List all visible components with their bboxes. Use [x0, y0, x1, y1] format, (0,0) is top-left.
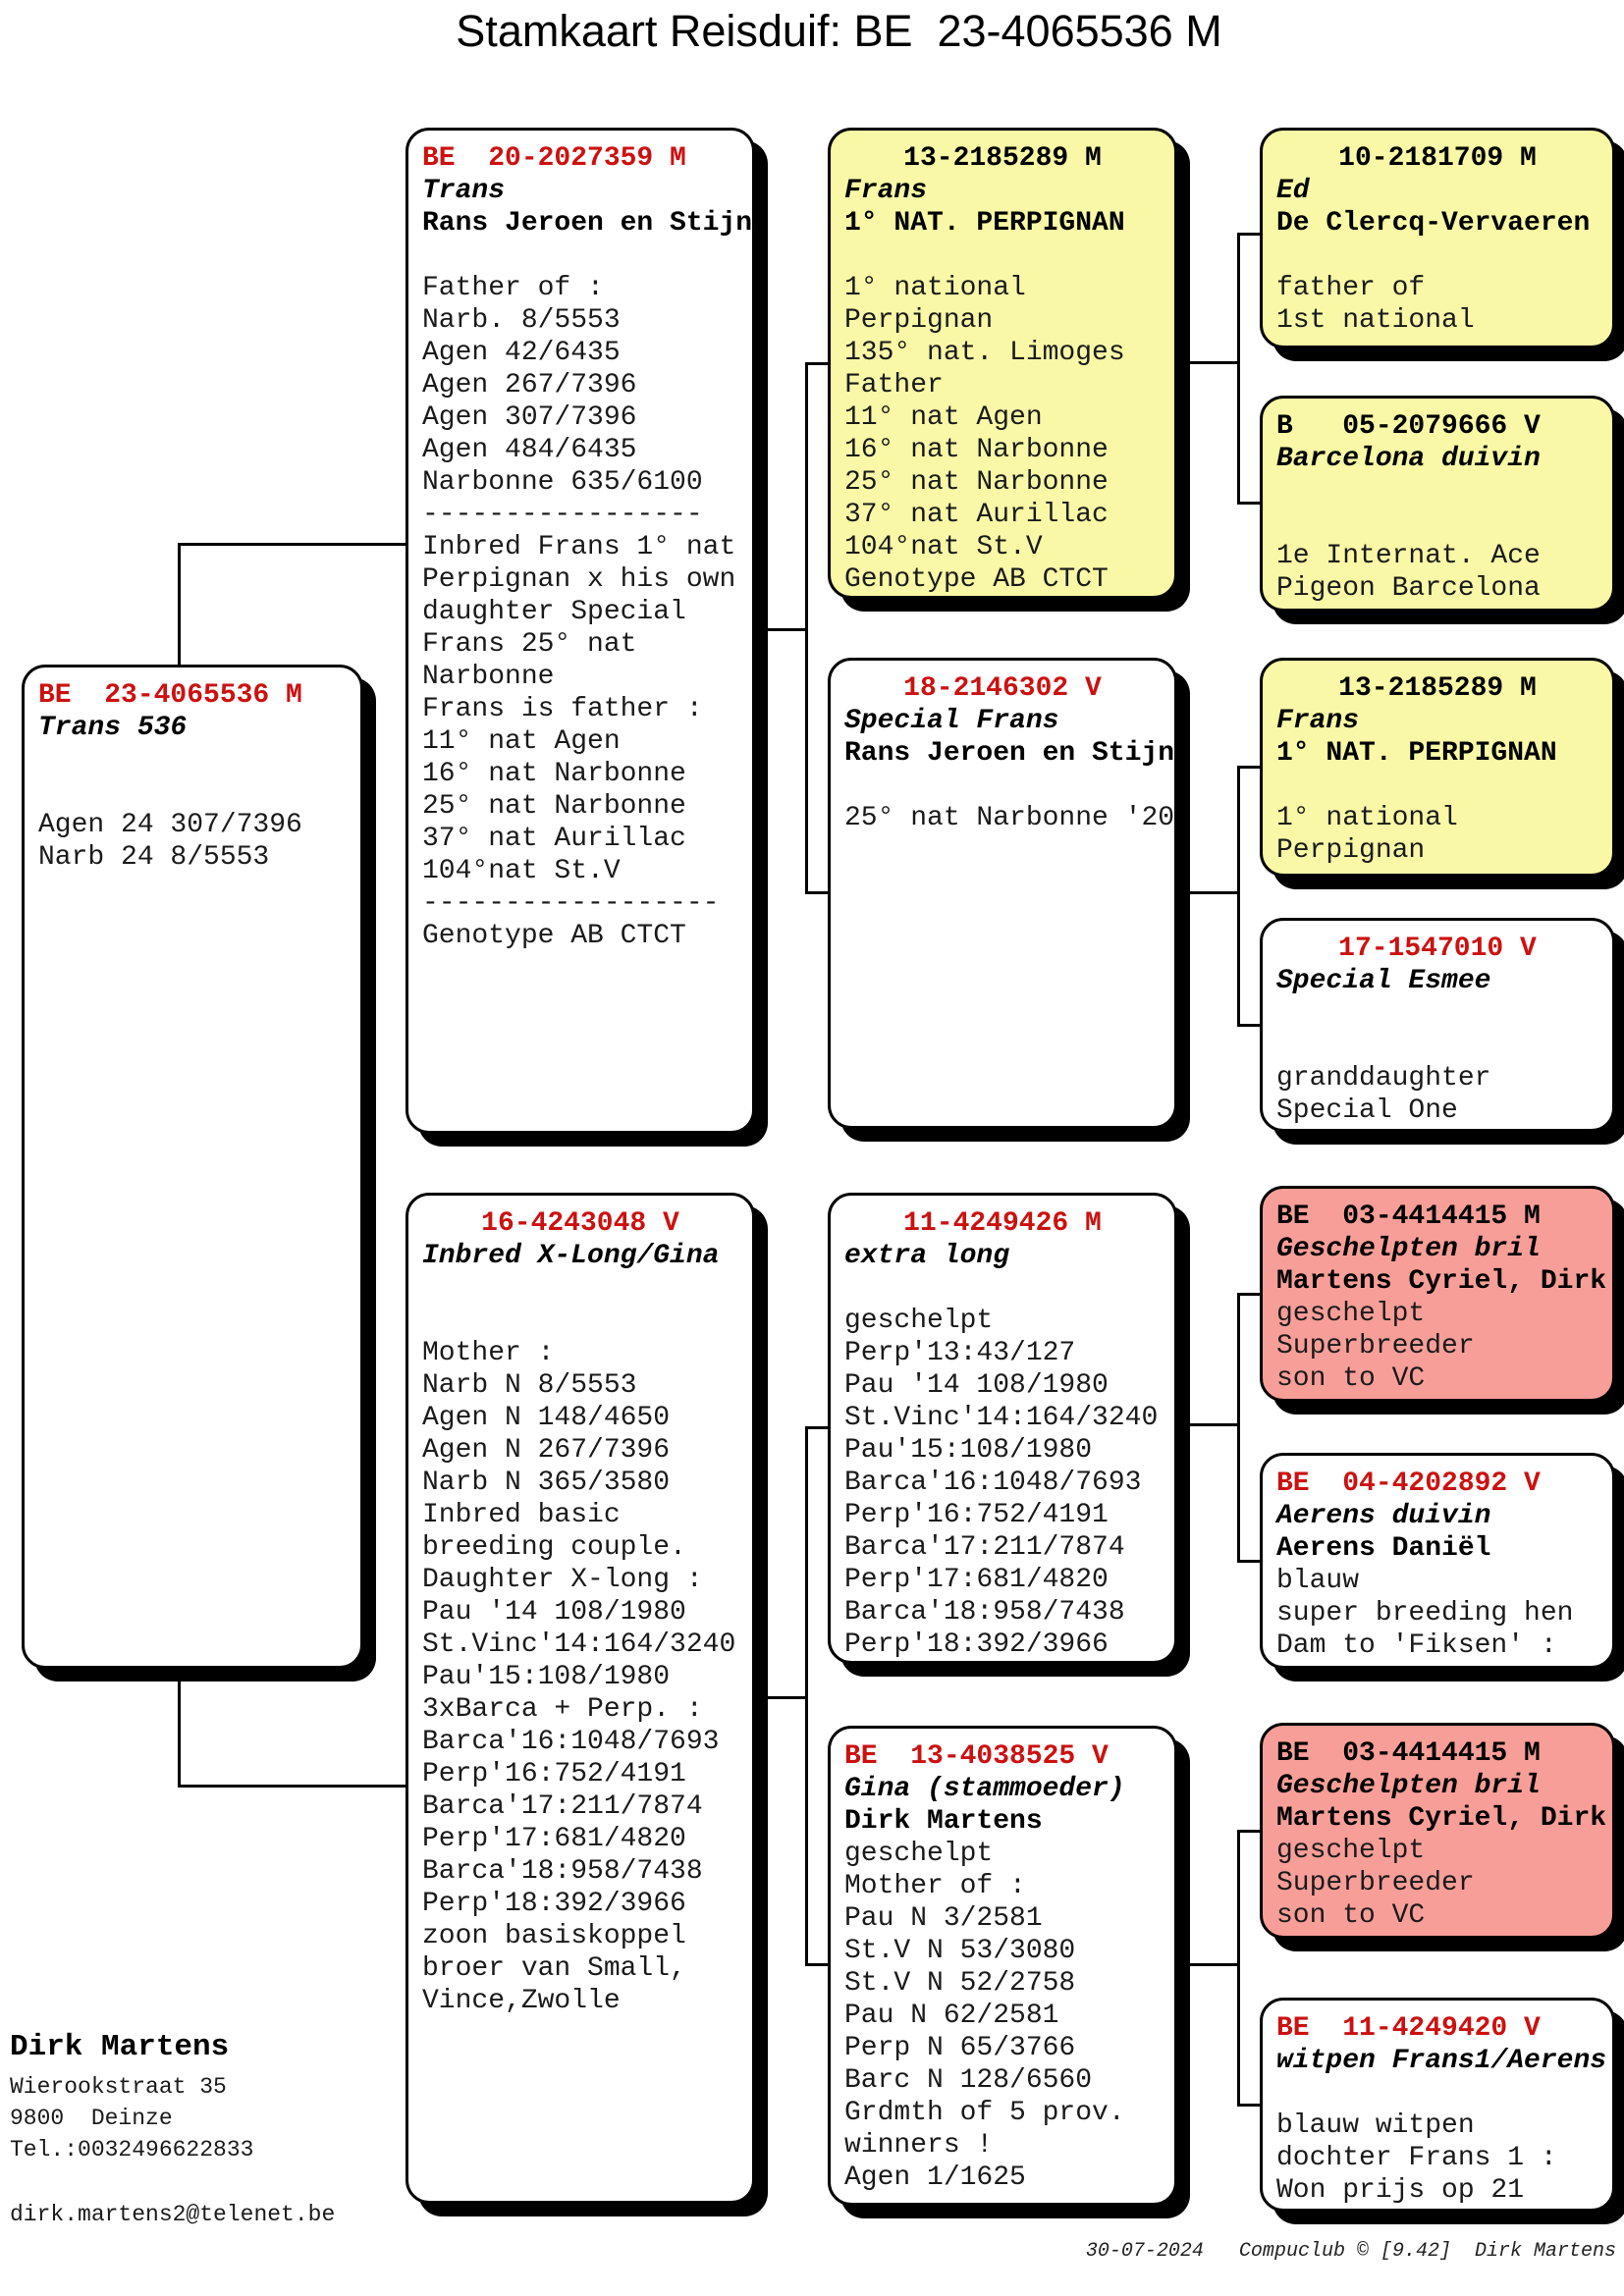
pedigree-text-line: St.Vinc'14:164/3240	[422, 1629, 736, 1660]
pedigree-text-line: Superbreeder	[1276, 1868, 1475, 1898]
pedigree-text-line: Pau N 62/2581	[844, 2001, 1059, 2031]
pigeon-name: Geschelpten bril	[1276, 1234, 1541, 1264]
pedigree-text-line: Barc N 128/6560	[844, 2065, 1093, 2096]
pedigree-text-line: Perp'16:752/4191	[844, 1500, 1109, 1530]
pedigree-text-line	[1276, 507, 1598, 540]
pigeon-name: Aerens duivin	[1276, 1501, 1491, 1531]
ring-number: 10-2181709 M	[1338, 143, 1537, 174]
pedigree-box-great-grandparent-1	[1260, 128, 1615, 348]
pedigree-text-line: geschelpt	[844, 1839, 994, 1869]
pedigree-text-line: 37° nat Aurillac	[422, 824, 686, 854]
pedigree-text-line: 104°nat St.V	[844, 532, 1043, 562]
connector-line	[1237, 233, 1261, 236]
pedigree-text-line: Pigeon Barcelona	[1276, 573, 1541, 604]
connector-line	[805, 891, 829, 894]
pigeon-name: Inbred X-Long/Gina	[422, 1241, 720, 1271]
pedigree-text-line: Barca'17:211/7874	[844, 1532, 1125, 1563]
pedigree-text-line: 1° NAT. PERPIGNAN	[1276, 738, 1557, 769]
pigeon-name: Trans	[422, 176, 506, 206]
pedigree-text-line: Special One	[1276, 1095, 1458, 1126]
pedigree-text-line: Perp'16:752/4191	[422, 1759, 686, 1789]
pedigree-text-line: Barca'18:958/7438	[844, 1597, 1125, 1628]
pedigree-text-line: father of	[1276, 273, 1426, 303]
pedigree-text-line	[844, 1272, 1161, 1305]
connector-line	[178, 543, 407, 546]
connector-line	[1237, 766, 1240, 1027]
pedigree-text-line: Mother :	[422, 1338, 555, 1368]
pedigree-box-great-grandparent-7	[1260, 1723, 1615, 1939]
pigeon-name: Frans	[1276, 706, 1360, 736]
pedigree-text-line: son to VC	[1276, 1900, 1426, 1931]
ring-number: BE 11-4249420 V	[1276, 2013, 1541, 2044]
pigeon-name: Frans	[844, 176, 928, 206]
pedigree-text-line: St.Vinc'14:164/3240	[844, 1403, 1159, 1433]
pedigree-box-great-grandparent-4	[1260, 918, 1615, 1132]
ring-number: 18-2146302 V	[903, 673, 1102, 704]
pedigree-text-line: 37° nat Aurillac	[844, 500, 1109, 530]
pedigree-text-line: geschelpt	[844, 1306, 994, 1336]
page-title: Stamkaart Reisduif: BE 23-4065536 M	[456, 6, 1222, 56]
pedigree-text-line: granddaughter	[1276, 1063, 1491, 1094]
pedigree-text-line: Pau '14 108/1980	[844, 1370, 1109, 1401]
pedigree-box-great-grandparent-5	[1260, 1186, 1615, 1402]
connector-line	[178, 1785, 407, 1788]
pedigree-text-line	[1276, 475, 1598, 507]
ring-number: BE 13-4038525 V	[844, 1741, 1109, 1772]
connector-line	[753, 1696, 808, 1699]
pedigree-text-line: Agen 267/7396	[422, 370, 637, 400]
pedigree-text-line: Pau '14 108/1980	[422, 1597, 686, 1628]
ring-number: BE 04-4202892 V	[1276, 1468, 1541, 1499]
pedigree-text-line: blauw witpen	[1276, 2110, 1475, 2141]
ring-number: 11-4249426 M	[903, 1208, 1102, 1239]
pedigree-box-father	[406, 128, 755, 1134]
pedigree-text-line: 3xBarca + Perp. :	[422, 1694, 703, 1725]
pedigree-text-line	[1276, 2077, 1598, 2109]
footer-credits: 30-07-2024 Compuclub © [9.42] Dirk Martens	[1085, 2240, 1616, 2263]
connector-line	[178, 543, 181, 667]
pedigree-text-line: broer van Small,	[422, 1953, 686, 1984]
pedigree-box-grandmother-paternal	[828, 658, 1177, 1129]
pedigree-text-line	[1276, 240, 1598, 272]
pedigree-text-line: Agen N 267/7396	[422, 1435, 671, 1466]
pedigree-text-line: Agen 484/6435	[422, 435, 637, 465]
pedigree-text-line: Daughter X-long :	[422, 1565, 703, 1595]
pedigree-text-line	[1276, 770, 1598, 802]
pedigree-text-line: Pau'15:108/1980	[844, 1435, 1093, 1466]
pedigree-text-line	[1276, 997, 1598, 1030]
pedigree-text-line: Narb. 8/5553	[422, 305, 621, 336]
pedigree-text-line: Agen 307/7396	[422, 402, 637, 433]
connector-line	[805, 362, 829, 365]
pedigree-box-great-grandparent-2	[1260, 396, 1615, 612]
pigeon-name: Ed	[1276, 176, 1310, 206]
connector-line	[1237, 2104, 1261, 2107]
pedigree-text-line: Superbreeder	[1276, 1331, 1475, 1362]
pedigree-box-great-grandparent-3	[1260, 658, 1615, 877]
pedigree-text-line: Inbred Frans 1° nat	[422, 532, 736, 562]
pedigree-text-line: Narbonne	[422, 662, 555, 692]
connector-line	[1177, 1963, 1240, 1966]
pedigree-text-line: De Clercq-Vervaeren	[1276, 208, 1591, 239]
pedigree-box-grandfather-paternal	[828, 128, 1177, 599]
connector-line	[805, 1963, 829, 1966]
pedigree-text-line: 11° nat Agen	[844, 402, 1043, 433]
connector-line	[1237, 766, 1261, 769]
connector-line	[1177, 1423, 1240, 1426]
pigeon-name: witpen Frans1/Aerens	[1276, 2046, 1607, 2076]
pedigree-text-line: Barca'16:1048/7693	[422, 1727, 720, 1757]
pedigree-text-line: Dirk Martens	[844, 1806, 1043, 1837]
pedigree-text-line: 16° nat Narbonne	[844, 435, 1109, 465]
pedigree-box-great-grandparent-8	[1260, 1998, 1615, 2212]
pedigree-text-line: Mother of :	[844, 1871, 1026, 1901]
pedigree-text-line: St.V N 53/3080	[844, 1936, 1076, 1966]
owner-address-city: 9800 Deinze	[10, 2106, 173, 2131]
pedigree-text-line: St.V N 52/2758	[844, 1968, 1076, 1999]
pedigree-text-line	[844, 240, 1161, 272]
connector-line	[753, 628, 808, 631]
connector-line	[1237, 1293, 1240, 1563]
pedigree-text-line: Perp'18:392/3966	[422, 1889, 686, 1919]
pedigree-text-line: Inbred basic	[422, 1500, 621, 1530]
connector-line	[1237, 502, 1261, 505]
pedigree-text-line: Father	[844, 370, 944, 400]
pedigree-text-line: son to VC	[1276, 1363, 1426, 1394]
pedigree-text-line: Martens Cyriel, Dirk	[1276, 1803, 1607, 1834]
pigeon-name: Special Esmee	[1276, 966, 1491, 996]
pedigree-text-line: winners !	[844, 2130, 994, 2161]
pedigree-text-line: Perpignan	[844, 305, 994, 336]
pedigree-text-line: Martens Cyriel, Dirk	[1276, 1266, 1607, 1297]
ring-number: BE 03-4414415 M	[1276, 1738, 1541, 1769]
pigeon-name: extra long	[844, 1241, 1010, 1271]
connector-line	[1237, 1830, 1261, 1833]
pedigree-text-line: Frans 25° nat	[422, 629, 637, 660]
ring-number: BE 23-4065536 M	[38, 680, 302, 711]
pedigree-text-line: Narb N 8/5553	[422, 1370, 637, 1401]
ring-number: 17-1547010 V	[1338, 934, 1537, 964]
ring-number: 16-4243048 V	[481, 1208, 679, 1239]
pedigree-text-line: Narb 24 8/5553	[38, 842, 270, 873]
pedigree-text-line: Won prijs op 21	[1276, 2175, 1525, 2206]
pedigree-text-line: 1° national	[844, 273, 1026, 303]
pedigree-box-subject	[22, 665, 363, 1669]
pedigree-text-line: 104°nat St.V	[422, 856, 621, 886]
connector-line	[805, 362, 808, 894]
pedigree-text-line: Agen 1/1625	[844, 2163, 1026, 2193]
pedigree-text-line	[422, 1272, 738, 1305]
pigeon-name: Special Frans	[844, 706, 1059, 736]
pedigree-text-line: zoon basiskoppel	[422, 1921, 686, 1951]
pedigree-text-line: Perpignan x his own	[422, 564, 736, 595]
pedigree-text-line	[422, 240, 738, 272]
pedigree-text-line: super breeding hen	[1276, 1598, 1574, 1629]
ring-number: BE 03-4414415 M	[1276, 1201, 1541, 1232]
pedigree-text-line: 25° nat Narbonne '20	[844, 803, 1175, 833]
pedigree-text-line: Perp'13:43/127	[844, 1338, 1076, 1368]
pedigree-text-line: 135° nat. Limoges	[844, 338, 1125, 368]
connector-line	[1237, 233, 1240, 505]
pedigree-text-line	[1276, 1030, 1598, 1062]
pedigree-text-line: Perp'17:681/4820	[422, 1824, 686, 1854]
pedigree-text-line: Narbonne 635/6100	[422, 467, 703, 498]
pedigree-box-great-grandparent-6	[1260, 1453, 1615, 1669]
pedigree-text-line	[38, 744, 347, 776]
pedigree-text-line: 1° NAT. PERPIGNAN	[844, 208, 1125, 239]
owner-email: dirk.martens2@telenet.be	[10, 2202, 336, 2227]
pedigree-text-line: Rans Jeroen en Stijn	[844, 738, 1175, 769]
pedigree-text-line: Grdmth of 5 prov.	[844, 2098, 1125, 2128]
pedigree-text-line: Perp'17:681/4820	[844, 1565, 1109, 1595]
pedigree-text-line: 11° nat Agen	[422, 726, 621, 757]
pigeon-name: Gina (stammoeder)	[844, 1774, 1125, 1804]
pedigree-text-line: 1st national	[1276, 305, 1475, 336]
pigeon-name: Trans 536	[38, 713, 188, 743]
pedigree-text-line: Perpignan	[1276, 835, 1426, 866]
pedigree-text-line: Genotype AB CTCT	[422, 921, 686, 951]
pedigree-text-line: Pau'15:108/1980	[422, 1662, 671, 1692]
ring-number: 13-2185289 M	[1338, 673, 1537, 704]
pedigree-box-grandmother-maternal	[828, 1726, 1177, 2206]
pedigree-text-line: geschelpt	[1276, 1836, 1426, 1866]
connector-line	[805, 1426, 829, 1429]
pedigree-text-line: Frans is father :	[422, 694, 703, 724]
pedigree-text-line: Rans Jeroen en Stijn	[422, 208, 753, 239]
pedigree-box-mother	[406, 1193, 755, 2204]
owner-phone: Tel.:0032496622833	[10, 2137, 254, 2163]
pedigree-text-line: Pau N 3/2581	[844, 1903, 1043, 1934]
owner-address-street: Wierookstraat 35	[10, 2074, 227, 2100]
pedigree-text-line: Agen 42/6435	[422, 338, 621, 368]
connector-line	[178, 1667, 181, 1787]
pedigree-text-line	[844, 770, 1161, 802]
pedigree-text-line: Dam to 'Fiksen' :	[1276, 1630, 1557, 1661]
connector-line	[805, 1426, 808, 1966]
pedigree-text-line: Perp'18:392/3966	[844, 1629, 1109, 1660]
pedigree-text-line: Vince,Zwolle	[422, 1986, 621, 2016]
pedigree-text-line: daughter Special	[422, 597, 686, 627]
connector-line	[1177, 361, 1240, 364]
pedigree-text-line: 25° nat Narbonne	[422, 791, 686, 822]
ring-number: 13-2185289 M	[903, 143, 1102, 174]
pedigree-text-line: Agen 24 307/7396	[38, 810, 302, 840]
pedigree-text-line: Aerens Daniël	[1276, 1533, 1491, 1564]
connector-line	[1237, 1293, 1261, 1296]
pedigree-text-line	[422, 1305, 738, 1337]
pedigree-text-line: breeding couple.	[422, 1532, 686, 1563]
pedigree-text-line: 1e Internat. Ace	[1276, 541, 1541, 571]
connector-line	[1177, 891, 1240, 894]
pedigree-text-line: Narb N 365/3580	[422, 1468, 671, 1498]
ring-number: BE 20-2027359 M	[422, 143, 686, 174]
pedigree-text-line: 16° nat Narbonne	[422, 759, 686, 789]
pedigree-text-line	[38, 776, 347, 809]
connector-line	[1237, 1560, 1261, 1563]
connector-line	[1237, 1024, 1261, 1027]
pedigree-text-line: -----------------	[422, 500, 703, 530]
pedigree-text-line: Genotype AB CTCT	[844, 564, 1109, 595]
owner-name: Dirk Martens	[10, 2030, 230, 2064]
pedigree-text-line: 25° nat Narbonne	[844, 467, 1109, 498]
connector-line	[1237, 1830, 1240, 2107]
pedigree-text-line: ------------------	[422, 888, 720, 919]
pedigree-text-line: Agen N 148/4650	[422, 1403, 671, 1433]
pedigree-text-line: Father of :	[422, 273, 604, 303]
pedigree-text-line: Perp N 65/3766	[844, 2033, 1076, 2063]
pigeon-name: Barcelona duivin	[1276, 444, 1541, 474]
pedigree-text-line: geschelpt	[1276, 1299, 1426, 1329]
pedigree-box-grandfather-maternal	[828, 1193, 1177, 1664]
pigeon-name: Geschelpten bril	[1276, 1771, 1541, 1801]
pedigree-text-line: Barca'17:211/7874	[422, 1791, 703, 1822]
pedigree-text-line: Barca'18:958/7438	[422, 1856, 703, 1887]
pedigree-text-line: 1° national	[1276, 803, 1458, 833]
pedigree-text-line: dochter Frans 1 :	[1276, 2143, 1557, 2173]
pedigree-text-line: Barca'16:1048/7693	[844, 1468, 1142, 1498]
pedigree-text-line: blauw	[1276, 1566, 1360, 1596]
ring-number: B 05-2079666 V	[1276, 411, 1541, 442]
